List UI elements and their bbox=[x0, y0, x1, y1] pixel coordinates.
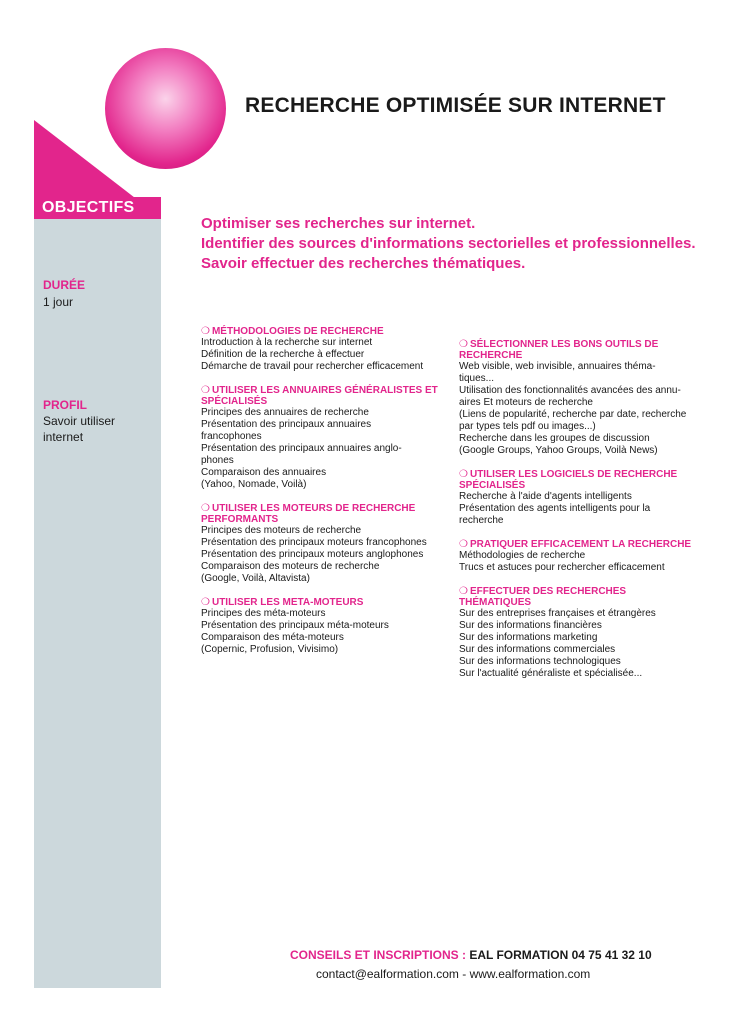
circle-bullet-icon: ❍ bbox=[201, 503, 210, 514]
section-item: Présentation des agents intelligents pour la bbox=[459, 503, 651, 514]
section-item: Présentation des principaux moteurs anglophones bbox=[201, 549, 424, 560]
section-title-text: PRATIQUER EFFICACEMENT LA RECHERCHE bbox=[469, 539, 692, 550]
section-title bbox=[201, 503, 441, 514]
circle-bullet-icon: ❍ bbox=[201, 326, 210, 337]
section-item: (Liens de popularité, recherche par date, recherche bbox=[459, 409, 687, 420]
section-item: Présentation des principaux méta-moteurs bbox=[201, 620, 389, 631]
section-title-text: MÉTHODOLOGIES DE RECHERCHE bbox=[211, 326, 384, 337]
objective-line: Optimiser ses recherches sur internet. bbox=[201, 215, 476, 232]
section-title bbox=[459, 586, 699, 608]
profil-label: PROFIL bbox=[43, 398, 87, 412]
footer-registration bbox=[290, 948, 652, 962]
program-section bbox=[201, 503, 441, 585]
section-title-text: SPÉCIALISÉS bbox=[459, 480, 526, 491]
section-item: Sur l'actualité généraliste et spécialisée... bbox=[459, 668, 643, 679]
circle-bullet-icon: ❍ bbox=[459, 339, 468, 350]
section-item: (Copernic, Profusion, Vivisimo) bbox=[201, 644, 339, 655]
section-title bbox=[459, 469, 699, 480]
section-title-text: UTILISER LES ANNUAIRES GÉNÉRALISTES ET bbox=[211, 385, 438, 396]
program-section bbox=[459, 469, 699, 527]
section-item: Sur des informations financières bbox=[459, 620, 602, 631]
section-item: Comparaison des annuaires bbox=[201, 467, 327, 478]
circle-bullet-icon: ❍ bbox=[459, 586, 468, 597]
circle-bullet-icon: ❍ bbox=[459, 539, 468, 550]
section-title bbox=[201, 385, 441, 396]
section-item: francophones bbox=[201, 431, 262, 442]
section-title-text: UTILISER LES LOGICIELS DE RECHERCHE bbox=[469, 469, 678, 480]
section-title-text: EFFECTUER DES RECHERCHES THÉMATIQUES bbox=[459, 586, 627, 608]
section-item: (Google, Voilà, Altavista) bbox=[201, 573, 310, 584]
footer-company-phone: EAL FORMATION 04 75 41 32 10 bbox=[469, 948, 652, 962]
section-item: Démarche de travail pour rechercher efficacement bbox=[201, 361, 424, 372]
circle-bullet-icon: ❍ bbox=[201, 597, 210, 608]
section-title bbox=[459, 480, 699, 491]
decorative-circle bbox=[105, 48, 226, 169]
circle-bullet-icon: ❍ bbox=[459, 469, 468, 480]
footer-contact: contact@ealformation.com - www.ealformation.com bbox=[316, 967, 591, 981]
section-item: Introduction à la recherche sur internet bbox=[201, 337, 373, 348]
duree-label: DURÉE bbox=[43, 278, 86, 292]
section-item: Utilisation des fonctionnalités avancées des annu- bbox=[459, 385, 681, 396]
section-title bbox=[459, 539, 699, 550]
section-item: Recherche dans les groupes de discussion bbox=[459, 433, 650, 444]
section-item: (Google Groups, Yahoo Groups, Voilà News) bbox=[459, 445, 658, 456]
program-section bbox=[201, 326, 441, 373]
section-title bbox=[201, 396, 441, 407]
section-item: Web visible, web invisible, annuaires théma- bbox=[459, 361, 656, 372]
section-item: tiques... bbox=[459, 373, 495, 384]
section-item: Sur des entreprises françaises et étrangères bbox=[459, 608, 656, 619]
section-item: phones bbox=[201, 455, 234, 466]
section-item: Comparaison des moteurs de recherche bbox=[201, 561, 380, 572]
section-title-text: UTILISER LES META-MOTEURS bbox=[211, 597, 364, 608]
section-item: Présentation des principaux annuaires bbox=[201, 419, 372, 430]
section-item: par types tels pdf ou images...) bbox=[459, 421, 596, 432]
section-item: Définition de la recherche à effectuer bbox=[201, 349, 365, 360]
section-item: Comparaison des méta-moteurs bbox=[201, 632, 344, 643]
section-item: Recherche à l'aide d'agents intelligents bbox=[459, 491, 632, 502]
circle-bullet-icon: ❍ bbox=[201, 385, 210, 396]
duree-value: 1 jour bbox=[43, 295, 74, 309]
section-item: Sur des informations commerciales bbox=[459, 644, 616, 655]
profil-value-line1: Savoir utiliser bbox=[43, 414, 116, 428]
section-item: (Yahoo, Nomade, Voilà) bbox=[201, 479, 307, 490]
section-item: Sur des informations technologiques bbox=[459, 656, 621, 667]
objectives-block bbox=[201, 214, 721, 274]
section-title-text: SPÉCIALISÉS bbox=[201, 396, 268, 407]
program-section bbox=[459, 539, 699, 574]
program-section bbox=[459, 339, 699, 457]
footer-label: CONSEILS ET INSCRIPTIONS : bbox=[290, 948, 467, 962]
objective-line: Identifier des sources d'informations sectorielles et professionnelles. bbox=[201, 235, 696, 252]
objective-line: Savoir effectuer des recherches thématiques. bbox=[201, 255, 526, 272]
section-item: Principes des annuaires de recherche bbox=[201, 407, 369, 418]
section-title-text: UTILISER LES MOTEURS DE RECHERCHE bbox=[211, 503, 416, 514]
program-section bbox=[459, 586, 699, 680]
section-title-text: SÉLECTIONNER LES BONS OUTILS DE bbox=[469, 339, 659, 350]
section-title-text: PERFORMANTS bbox=[201, 514, 279, 525]
section-title bbox=[201, 514, 441, 525]
page-title: RECHERCHE OPTIMISÉE SUR INTERNET bbox=[245, 94, 666, 117]
section-title bbox=[201, 326, 441, 337]
section-item: Méthodologies de recherche bbox=[459, 550, 586, 561]
program-section bbox=[201, 597, 441, 656]
section-item: aires Et moteurs de recherche bbox=[459, 397, 593, 408]
section-title bbox=[459, 350, 699, 361]
objectifs-label: OBJECTIFS bbox=[42, 199, 135, 216]
program-column-left bbox=[201, 326, 441, 668]
section-title-text: RECHERCHE bbox=[459, 350, 523, 361]
profil-value-line2: internet bbox=[43, 430, 84, 444]
section-item: Présentation des principaux moteurs francophones bbox=[201, 537, 427, 548]
program-section bbox=[201, 385, 441, 491]
section-item: recherche bbox=[459, 515, 504, 526]
section-title bbox=[201, 597, 441, 608]
section-item: Principes des méta-moteurs bbox=[201, 608, 326, 619]
section-item: Sur des informations marketing bbox=[459, 632, 598, 643]
section-title bbox=[459, 339, 699, 350]
sidebar-panel bbox=[34, 218, 161, 988]
program-column-right bbox=[459, 339, 699, 692]
section-item: Trucs et astuces pour rechercher efficacement bbox=[459, 562, 665, 573]
section-item: Présentation des principaux annuaires anglo- bbox=[201, 443, 402, 454]
section-item: Principes des moteurs de recherche bbox=[201, 525, 362, 536]
